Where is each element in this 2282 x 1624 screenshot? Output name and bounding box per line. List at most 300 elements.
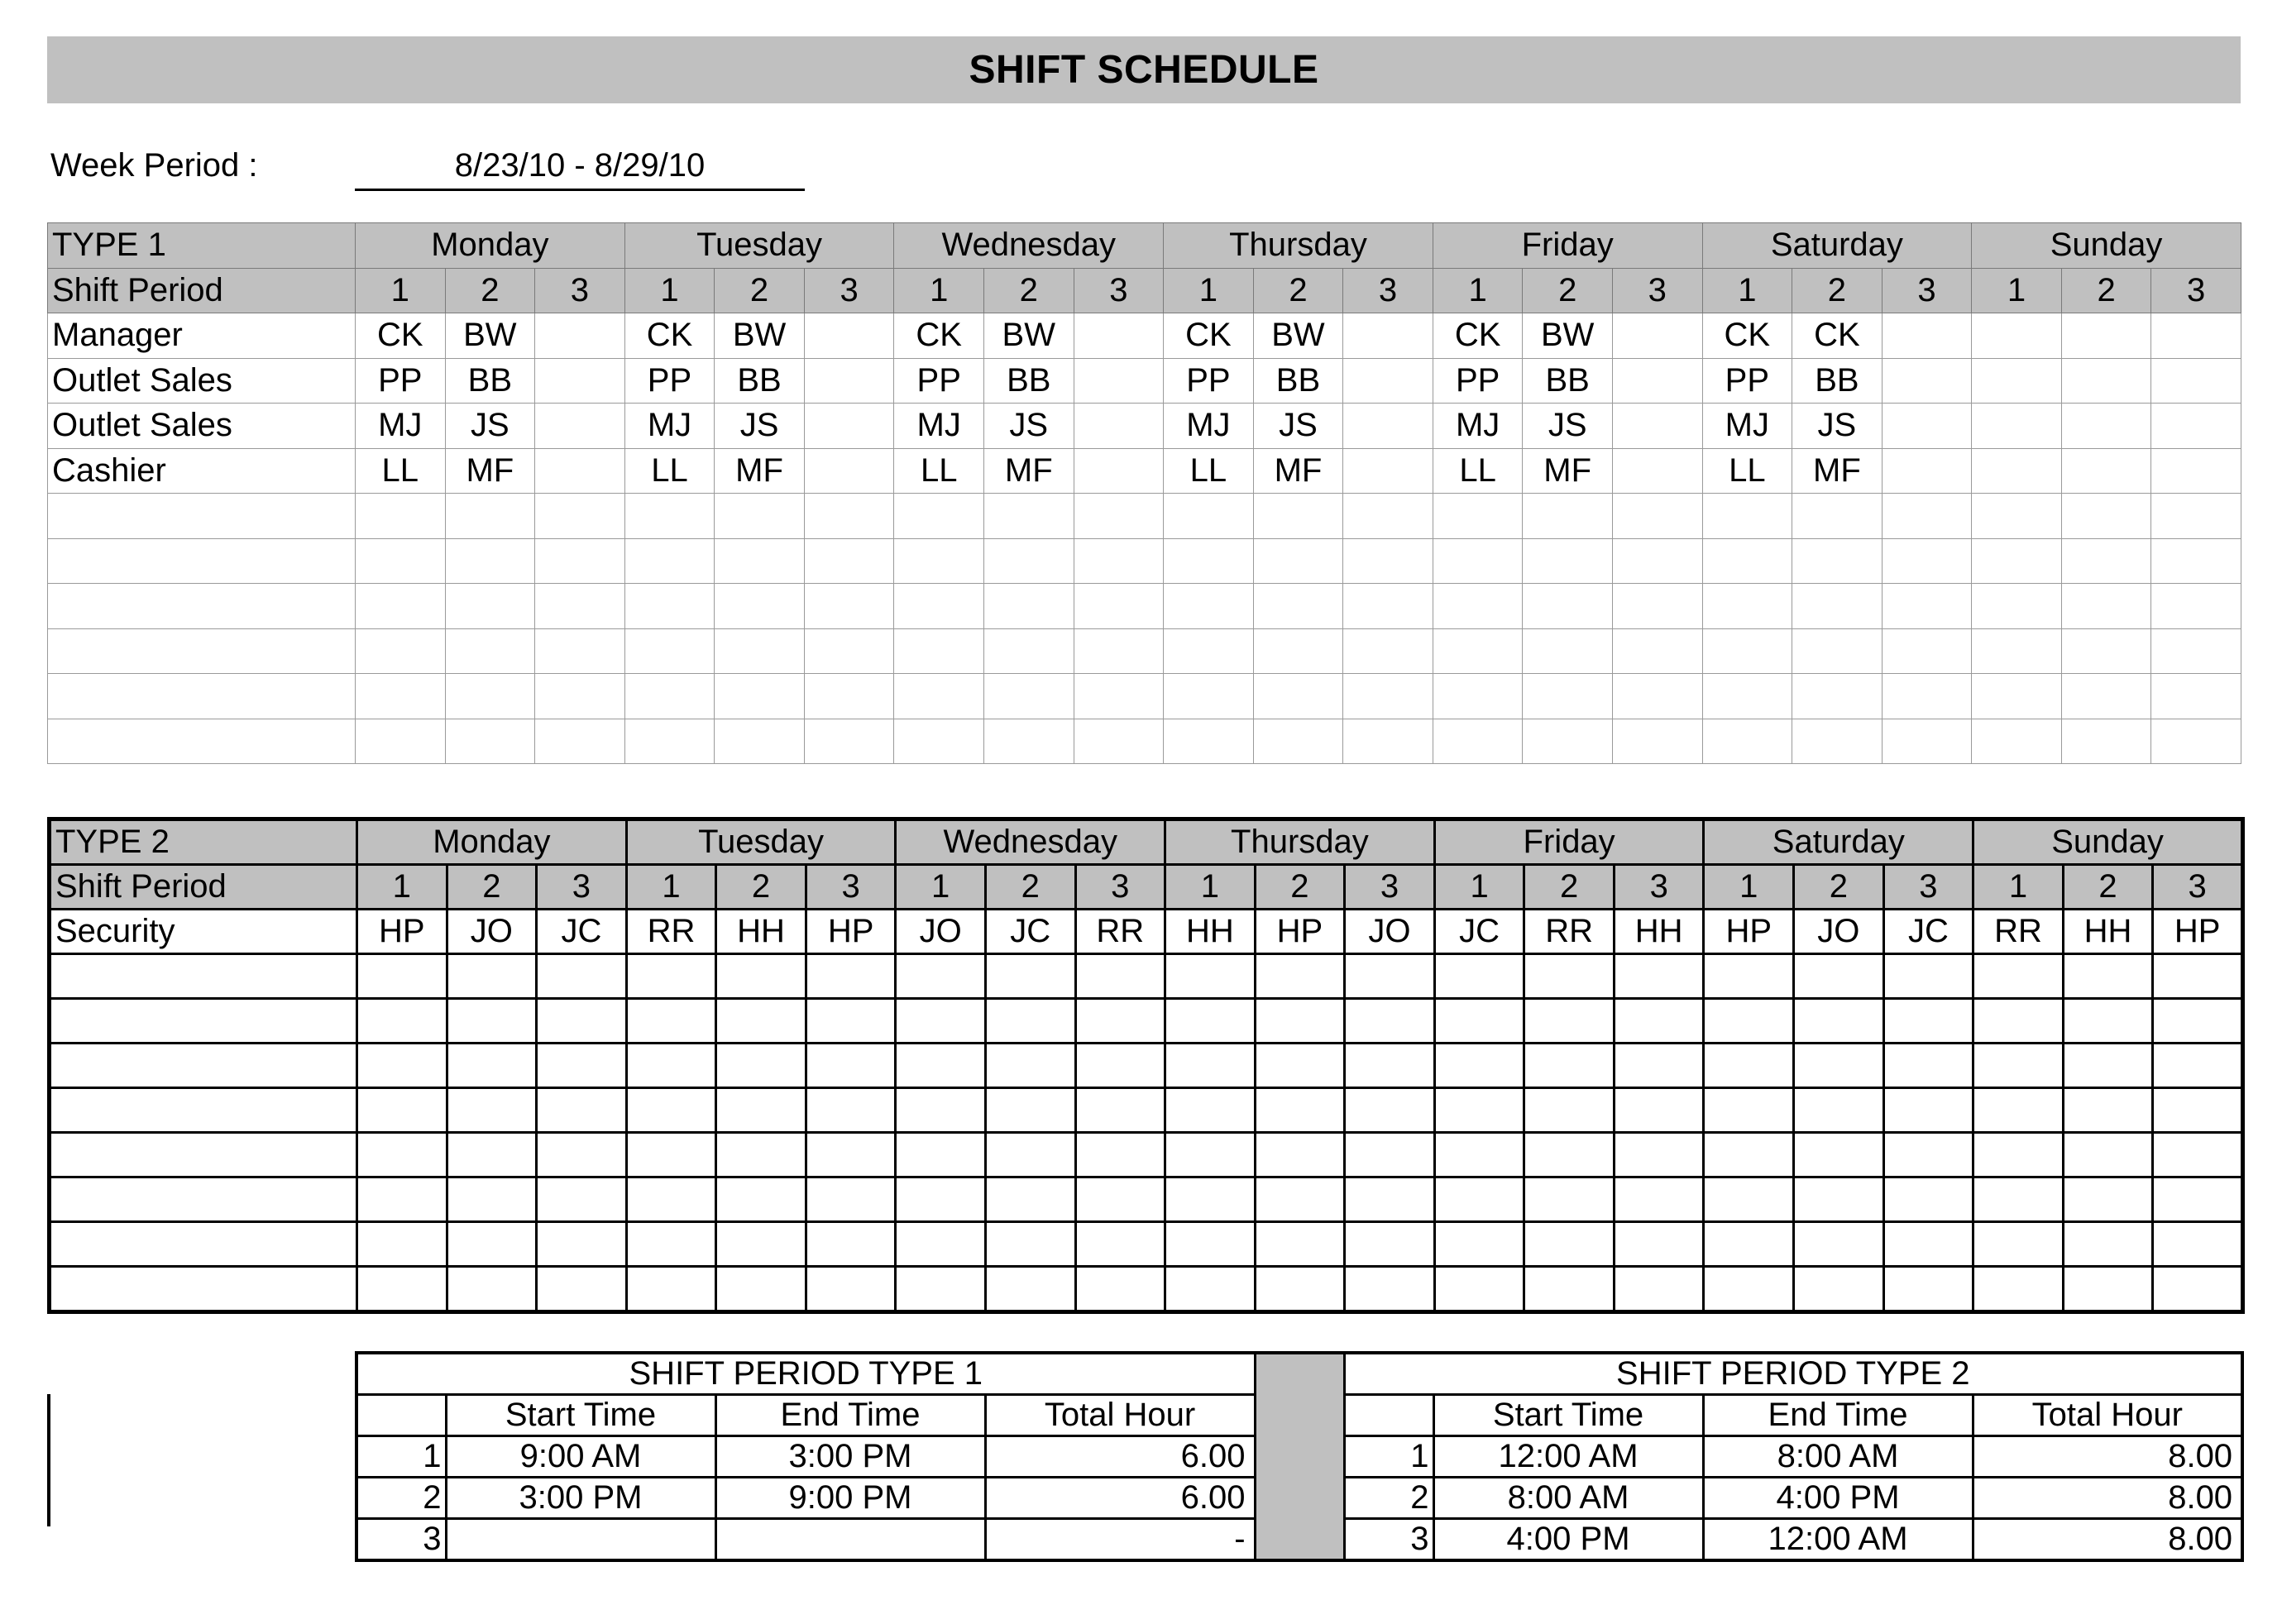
schedule-cell[interactable] (1345, 1088, 1435, 1133)
role-label[interactable] (50, 1267, 357, 1312)
schedule-cell[interactable] (1523, 584, 1613, 629)
schedule-cell[interactable]: RR (1075, 910, 1165, 954)
schedule-cell[interactable] (1702, 584, 1792, 629)
schedule-cell[interactable] (1434, 1222, 1524, 1267)
schedule-cell[interactable] (1343, 628, 1433, 674)
schedule-cell[interactable] (1255, 1088, 1345, 1133)
schedule-cell[interactable] (1882, 313, 1972, 359)
schedule-cell[interactable] (1343, 584, 1433, 629)
schedule-cell[interactable] (1343, 313, 1433, 359)
schedule-cell[interactable] (806, 954, 896, 999)
schedule-cell[interactable] (806, 1177, 896, 1222)
schedule-cell[interactable] (1882, 404, 1972, 449)
schedule-cell[interactable] (804, 719, 894, 764)
schedule-cell[interactable] (1075, 1177, 1165, 1222)
schedule-cell[interactable] (1434, 1177, 1524, 1222)
schedule-cell[interactable]: BB (1253, 358, 1343, 404)
schedule-cell[interactable] (1255, 1044, 1345, 1088)
schedule-cell[interactable] (2061, 313, 2151, 359)
schedule-cell[interactable] (715, 719, 805, 764)
schedule-cell[interactable] (1165, 999, 1256, 1044)
schedule-cell[interactable] (2151, 538, 2241, 584)
schedule-cell[interactable] (1614, 1133, 1704, 1177)
schedule-cell[interactable]: HH (1614, 910, 1704, 954)
schedule-cell[interactable] (1972, 538, 2062, 584)
schedule-cell[interactable] (1973, 1133, 2064, 1177)
schedule-cell[interactable] (1972, 494, 2062, 539)
schedule-cell[interactable] (1794, 999, 1884, 1044)
schedule-cell[interactable] (357, 999, 447, 1044)
schedule-cell[interactable] (537, 999, 627, 1044)
schedule-cell[interactable] (806, 1222, 896, 1267)
schedule-cell[interactable] (624, 494, 715, 539)
sp2-start-time[interactable]: 12:00 AM (1433, 1436, 1703, 1478)
schedule-cell[interactable] (1165, 1133, 1256, 1177)
role-label[interactable] (50, 1133, 357, 1177)
schedule-cell[interactable] (447, 1222, 537, 1267)
schedule-cell[interactable]: CK (1792, 313, 1883, 359)
schedule-cell[interactable] (894, 674, 984, 719)
schedule-cell[interactable] (1255, 1177, 1345, 1222)
schedule-cell[interactable] (715, 538, 805, 584)
schedule-cell[interactable] (1792, 628, 1883, 674)
schedule-cell[interactable] (1524, 1133, 1615, 1177)
schedule-cell[interactable] (447, 1267, 537, 1312)
schedule-cell[interactable]: JS (983, 404, 1074, 449)
role-label[interactable] (48, 538, 356, 584)
schedule-cell[interactable] (1164, 674, 1254, 719)
schedule-cell[interactable] (1164, 584, 1254, 629)
schedule-cell[interactable]: JO (447, 910, 537, 954)
schedule-cell[interactable]: CK (1433, 313, 1523, 359)
schedule-cell[interactable] (716, 999, 806, 1044)
schedule-cell[interactable] (1074, 404, 1164, 449)
schedule-cell[interactable] (447, 1088, 537, 1133)
schedule-cell[interactable] (1524, 1044, 1615, 1088)
schedule-cell[interactable] (1702, 494, 1792, 539)
schedule-cell[interactable] (1792, 674, 1883, 719)
schedule-cell[interactable] (1882, 719, 1972, 764)
schedule-cell[interactable] (2063, 999, 2153, 1044)
schedule-cell[interactable] (1343, 404, 1433, 449)
schedule-cell[interactable] (1794, 1133, 1884, 1177)
schedule-cell[interactable] (1434, 999, 1524, 1044)
schedule-cell[interactable] (626, 954, 716, 999)
schedule-cell[interactable] (2063, 1044, 2153, 1088)
schedule-cell[interactable]: JC (1434, 910, 1524, 954)
schedule-cell[interactable] (1972, 719, 2062, 764)
schedule-cell[interactable] (1343, 494, 1433, 539)
schedule-cell[interactable] (1253, 494, 1343, 539)
sp2-start-time[interactable]: 8:00 AM (1433, 1478, 1703, 1519)
schedule-cell[interactable] (1255, 1267, 1345, 1312)
schedule-cell[interactable] (2061, 448, 2151, 494)
schedule-cell[interactable] (806, 999, 896, 1044)
schedule-cell[interactable]: JO (1345, 910, 1435, 954)
role-label[interactable] (50, 954, 357, 999)
schedule-cell[interactable]: RR (1973, 910, 2064, 954)
schedule-cell[interactable] (1345, 1267, 1435, 1312)
schedule-cell[interactable] (1612, 313, 1702, 359)
schedule-cell[interactable] (1704, 1222, 1794, 1267)
schedule-cell[interactable] (1882, 538, 1972, 584)
schedule-cell[interactable] (1794, 1044, 1884, 1088)
schedule-cell[interactable]: BW (983, 313, 1074, 359)
schedule-cell[interactable] (2061, 674, 2151, 719)
schedule-cell[interactable]: HP (1704, 910, 1794, 954)
schedule-cell[interactable] (1074, 538, 1164, 584)
schedule-cell[interactable] (1075, 1044, 1165, 1088)
schedule-cell[interactable] (537, 1044, 627, 1088)
schedule-cell[interactable] (1343, 674, 1433, 719)
schedule-cell[interactable] (1792, 584, 1883, 629)
schedule-cell[interactable] (1074, 358, 1164, 404)
schedule-cell[interactable] (1614, 1267, 1704, 1312)
schedule-cell[interactable] (2061, 628, 2151, 674)
schedule-cell[interactable] (1612, 404, 1702, 449)
schedule-cell[interactable]: JS (1253, 404, 1343, 449)
schedule-cell[interactable] (985, 1177, 1075, 1222)
schedule-cell[interactable] (356, 719, 446, 764)
schedule-cell[interactable]: CK (1702, 313, 1792, 359)
schedule-cell[interactable] (1524, 1088, 1615, 1133)
schedule-cell[interactable] (1614, 1222, 1704, 1267)
schedule-cell[interactable] (357, 1088, 447, 1133)
schedule-cell[interactable] (983, 674, 1074, 719)
schedule-cell[interactable] (1164, 538, 1254, 584)
schedule-cell[interactable] (537, 1267, 627, 1312)
schedule-cell[interactable] (535, 584, 625, 629)
schedule-cell[interactable] (1794, 1267, 1884, 1312)
schedule-cell[interactable] (896, 1133, 986, 1177)
role-label[interactable] (48, 628, 356, 674)
schedule-cell[interactable] (1345, 1177, 1435, 1222)
role-label[interactable] (48, 719, 356, 764)
schedule-cell[interactable] (2151, 358, 2241, 404)
schedule-cell[interactable] (535, 448, 625, 494)
schedule-cell[interactable] (2061, 404, 2151, 449)
schedule-cell[interactable] (1704, 1267, 1794, 1312)
schedule-cell[interactable] (624, 538, 715, 584)
sp1-start-time[interactable]: 9:00 AM (446, 1436, 715, 1478)
schedule-cell[interactable] (1075, 1267, 1165, 1312)
schedule-cell[interactable] (2151, 674, 2241, 719)
schedule-cell[interactable] (1612, 674, 1702, 719)
schedule-cell[interactable] (1524, 1222, 1615, 1267)
schedule-cell[interactable] (1704, 1177, 1794, 1222)
schedule-cell[interactable]: LL (1164, 448, 1254, 494)
schedule-cell[interactable] (2153, 1267, 2243, 1312)
schedule-cell[interactable] (626, 1267, 716, 1312)
schedule-cell[interactable] (1165, 1267, 1256, 1312)
schedule-cell[interactable] (1612, 494, 1702, 539)
schedule-cell[interactable]: MF (445, 448, 535, 494)
schedule-cell[interactable] (804, 674, 894, 719)
schedule-cell[interactable] (535, 674, 625, 719)
schedule-cell[interactable] (2151, 404, 2241, 449)
schedule-cell[interactable] (1075, 954, 1165, 999)
schedule-cell[interactable] (2153, 999, 2243, 1044)
schedule-cell[interactable] (1343, 719, 1433, 764)
schedule-cell[interactable] (535, 538, 625, 584)
schedule-cell[interactable] (1255, 999, 1345, 1044)
schedule-cell[interactable] (1434, 1133, 1524, 1177)
schedule-cell[interactable] (356, 538, 446, 584)
schedule-cell[interactable] (1612, 448, 1702, 494)
schedule-cell[interactable]: PP (624, 358, 715, 404)
sp1-end-time[interactable]: 9:00 PM (715, 1478, 985, 1519)
schedule-cell[interactable] (1074, 628, 1164, 674)
sp2-end-time[interactable]: 8:00 AM (1703, 1436, 1973, 1478)
schedule-cell[interactable] (2061, 494, 2151, 539)
schedule-cell[interactable]: JC (985, 910, 1075, 954)
schedule-cell[interactable] (1343, 448, 1433, 494)
schedule-cell[interactable] (715, 584, 805, 629)
schedule-cell[interactable] (1074, 313, 1164, 359)
schedule-cell[interactable] (624, 674, 715, 719)
schedule-cell[interactable] (447, 1044, 537, 1088)
schedule-cell[interactable]: LL (624, 448, 715, 494)
schedule-cell[interactable] (715, 674, 805, 719)
sp2-end-time[interactable]: 4:00 PM (1703, 1478, 1973, 1519)
schedule-cell[interactable] (804, 584, 894, 629)
schedule-cell[interactable] (1253, 538, 1343, 584)
schedule-cell[interactable] (804, 494, 894, 539)
schedule-cell[interactable]: PP (1164, 358, 1254, 404)
week-period-value[interactable]: 8/23/10 - 8/29/10 (355, 142, 805, 191)
schedule-cell[interactable] (1165, 1222, 1256, 1267)
schedule-cell[interactable] (445, 674, 535, 719)
role-label[interactable] (48, 584, 356, 629)
schedule-cell[interactable] (1164, 628, 1254, 674)
schedule-cell[interactable]: HP (1255, 910, 1345, 954)
schedule-cell[interactable] (626, 1044, 716, 1088)
schedule-cell[interactable] (357, 1177, 447, 1222)
schedule-cell[interactable] (715, 628, 805, 674)
schedule-cell[interactable]: BW (1253, 313, 1343, 359)
schedule-cell[interactable] (804, 404, 894, 449)
schedule-cell[interactable] (1614, 1177, 1704, 1222)
schedule-cell[interactable] (1523, 719, 1613, 764)
schedule-cell[interactable] (1972, 584, 2062, 629)
schedule-cell[interactable] (626, 999, 716, 1044)
schedule-cell[interactable] (1883, 999, 1973, 1044)
schedule-cell[interactable] (806, 1133, 896, 1177)
schedule-cell[interactable] (1614, 1088, 1704, 1133)
schedule-cell[interactable] (1164, 494, 1254, 539)
role-label[interactable] (48, 674, 356, 719)
schedule-cell[interactable] (537, 1222, 627, 1267)
schedule-cell[interactable] (1075, 999, 1165, 1044)
schedule-cell[interactable] (896, 1177, 986, 1222)
schedule-cell[interactable] (2063, 1267, 2153, 1312)
schedule-cell[interactable] (2151, 719, 2241, 764)
schedule-cell[interactable]: HP (806, 910, 896, 954)
schedule-cell[interactable] (1704, 954, 1794, 999)
schedule-cell[interactable]: JS (1523, 404, 1613, 449)
schedule-cell[interactable] (1255, 954, 1345, 999)
schedule-cell[interactable] (1075, 1133, 1165, 1177)
schedule-cell[interactable]: JO (1794, 910, 1884, 954)
schedule-cell[interactable]: BB (983, 358, 1074, 404)
schedule-cell[interactable] (2151, 448, 2241, 494)
schedule-cell[interactable] (1345, 1044, 1435, 1088)
sp1-end-time[interactable] (715, 1519, 985, 1561)
schedule-cell[interactable] (1883, 1177, 1973, 1222)
schedule-cell[interactable] (447, 999, 537, 1044)
schedule-cell[interactable] (1882, 628, 1972, 674)
schedule-cell[interactable] (1792, 494, 1883, 539)
schedule-cell[interactable] (1883, 1044, 1973, 1088)
schedule-cell[interactable] (1883, 1267, 1973, 1312)
schedule-cell[interactable]: MJ (1433, 404, 1523, 449)
schedule-cell[interactable] (1883, 1133, 1973, 1177)
schedule-cell[interactable]: PP (356, 358, 446, 404)
schedule-cell[interactable] (1792, 719, 1883, 764)
schedule-cell[interactable] (1973, 954, 2064, 999)
schedule-cell[interactable] (985, 1044, 1075, 1088)
schedule-cell[interactable]: CK (624, 313, 715, 359)
schedule-cell[interactable] (806, 1267, 896, 1312)
schedule-cell[interactable] (1434, 1044, 1524, 1088)
schedule-cell[interactable] (896, 1088, 986, 1133)
schedule-cell[interactable] (1343, 538, 1433, 584)
schedule-cell[interactable] (535, 358, 625, 404)
schedule-cell[interactable] (1523, 628, 1613, 674)
schedule-cell[interactable] (806, 1044, 896, 1088)
schedule-cell[interactable] (1433, 628, 1523, 674)
schedule-cell[interactable] (1433, 538, 1523, 584)
schedule-cell[interactable] (2151, 494, 2241, 539)
schedule-cell[interactable]: BB (715, 358, 805, 404)
schedule-cell[interactable] (2061, 584, 2151, 629)
schedule-cell[interactable]: HH (2063, 910, 2153, 954)
schedule-cell[interactable] (1882, 584, 1972, 629)
schedule-cell[interactable] (1165, 1088, 1256, 1133)
schedule-cell[interactable] (535, 628, 625, 674)
schedule-cell[interactable]: MF (1792, 448, 1883, 494)
schedule-cell[interactable]: JO (896, 910, 986, 954)
schedule-cell[interactable] (1612, 719, 1702, 764)
schedule-cell[interactable] (2153, 1088, 2243, 1133)
schedule-cell[interactable] (1255, 1133, 1345, 1177)
schedule-cell[interactable] (1074, 674, 1164, 719)
schedule-cell[interactable] (624, 628, 715, 674)
schedule-cell[interactable] (1973, 1177, 2064, 1222)
schedule-cell[interactable] (1523, 674, 1613, 719)
schedule-cell[interactable]: MF (983, 448, 1074, 494)
role-label[interactable] (50, 1044, 357, 1088)
schedule-cell[interactable] (626, 1222, 716, 1267)
schedule-cell[interactable] (1794, 1222, 1884, 1267)
schedule-cell[interactable] (985, 1267, 1075, 1312)
schedule-cell[interactable] (715, 494, 805, 539)
schedule-cell[interactable] (985, 1222, 1075, 1267)
schedule-cell[interactable] (1075, 1088, 1165, 1133)
schedule-cell[interactable] (983, 719, 1074, 764)
schedule-cell[interactable] (1433, 674, 1523, 719)
schedule-cell[interactable] (1253, 719, 1343, 764)
schedule-cell[interactable] (357, 1222, 447, 1267)
schedule-cell[interactable] (445, 719, 535, 764)
schedule-cell[interactable] (1074, 719, 1164, 764)
schedule-cell[interactable] (1704, 1088, 1794, 1133)
schedule-cell[interactable] (2153, 1133, 2243, 1177)
schedule-cell[interactable]: BW (1523, 313, 1613, 359)
schedule-cell[interactable] (1972, 448, 2062, 494)
schedule-cell[interactable] (1433, 719, 1523, 764)
schedule-cell[interactable] (985, 1133, 1075, 1177)
schedule-cell[interactable] (357, 954, 447, 999)
schedule-cell[interactable]: JS (445, 404, 535, 449)
schedule-cell[interactable]: BB (1523, 358, 1613, 404)
schedule-cell[interactable] (535, 404, 625, 449)
schedule-cell[interactable] (1164, 719, 1254, 764)
schedule-cell[interactable] (716, 954, 806, 999)
schedule-cell[interactable]: JC (537, 910, 627, 954)
schedule-cell[interactable] (1165, 1177, 1256, 1222)
schedule-cell[interactable] (2153, 954, 2243, 999)
schedule-cell[interactable] (804, 313, 894, 359)
schedule-cell[interactable] (537, 1088, 627, 1133)
schedule-cell[interactable] (447, 1177, 537, 1222)
schedule-cell[interactable] (1973, 1267, 2064, 1312)
schedule-cell[interactable] (716, 1044, 806, 1088)
schedule-cell[interactable] (1702, 674, 1792, 719)
schedule-cell[interactable] (1882, 358, 1972, 404)
schedule-cell[interactable]: JS (1792, 404, 1883, 449)
schedule-cell[interactable] (624, 719, 715, 764)
schedule-cell[interactable]: HP (2153, 910, 2243, 954)
schedule-cell[interactable] (624, 584, 715, 629)
schedule-cell[interactable] (716, 1133, 806, 1177)
schedule-cell[interactable] (535, 719, 625, 764)
schedule-cell[interactable] (1612, 628, 1702, 674)
schedule-cell[interactable] (2063, 1177, 2153, 1222)
schedule-cell[interactable] (1883, 1222, 1973, 1267)
schedule-cell[interactable] (806, 1088, 896, 1133)
sp2-start-time[interactable]: 4:00 PM (1433, 1519, 1703, 1561)
schedule-cell[interactable] (1704, 1044, 1794, 1088)
schedule-cell[interactable] (894, 538, 984, 584)
schedule-cell[interactable] (1972, 358, 2062, 404)
schedule-cell[interactable]: BW (445, 313, 535, 359)
schedule-cell[interactable] (1614, 954, 1704, 999)
schedule-cell[interactable]: CK (1164, 313, 1254, 359)
schedule-cell[interactable] (1434, 1088, 1524, 1133)
schedule-cell[interactable] (626, 1177, 716, 1222)
schedule-cell[interactable] (894, 494, 984, 539)
schedule-cell[interactable] (1074, 494, 1164, 539)
schedule-cell[interactable] (1524, 954, 1615, 999)
schedule-cell[interactable] (716, 1177, 806, 1222)
schedule-cell[interactable] (983, 538, 1074, 584)
schedule-cell[interactable] (537, 954, 627, 999)
schedule-cell[interactable] (2151, 313, 2241, 359)
schedule-cell[interactable]: CK (356, 313, 446, 359)
schedule-cell[interactable] (445, 538, 535, 584)
schedule-cell[interactable]: BW (715, 313, 805, 359)
role-label[interactable] (48, 494, 356, 539)
schedule-cell[interactable] (1255, 1222, 1345, 1267)
schedule-cell[interactable] (1882, 448, 1972, 494)
schedule-cell[interactable] (1523, 538, 1613, 584)
schedule-cell[interactable] (985, 1088, 1075, 1133)
schedule-cell[interactable] (1704, 999, 1794, 1044)
schedule-cell[interactable] (1972, 674, 2062, 719)
schedule-cell[interactable] (626, 1133, 716, 1177)
schedule-cell[interactable] (896, 954, 986, 999)
